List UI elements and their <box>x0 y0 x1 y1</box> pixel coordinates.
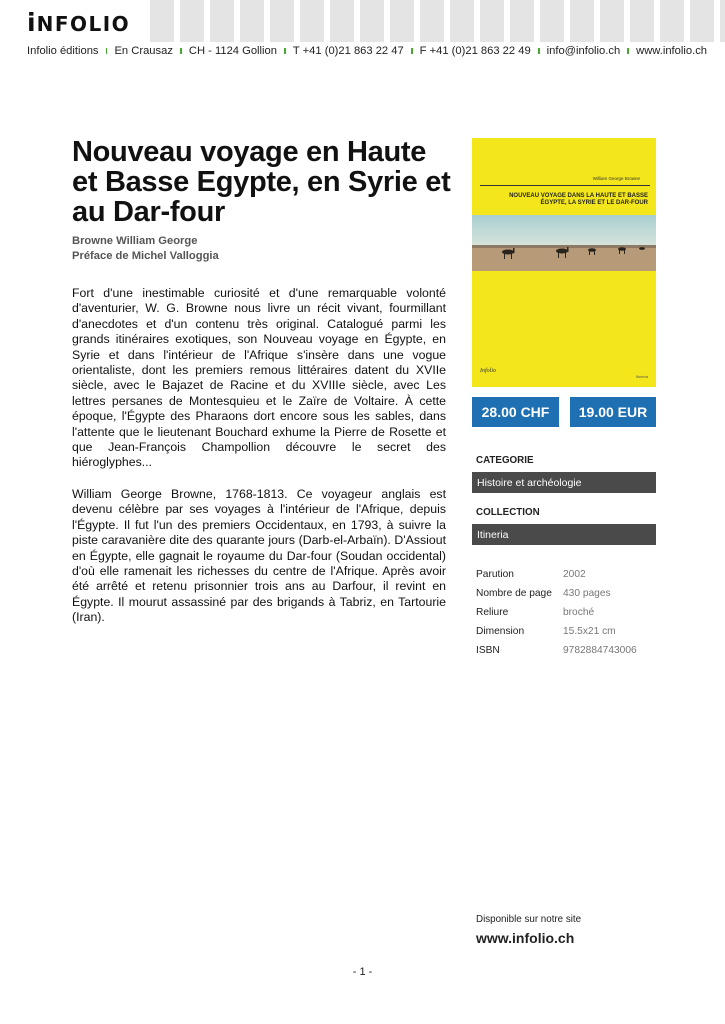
header-stripe <box>690 0 714 42</box>
bullet-square-icon <box>538 48 540 54</box>
detail-value: 430 pages <box>563 588 611 599</box>
book-author: Browne William George <box>72 235 198 247</box>
cover-author: William George Browne <box>592 176 640 181</box>
detail-row <box>476 603 656 622</box>
detail-row <box>476 641 656 660</box>
collection-value[interactable]: Itineria <box>472 524 656 545</box>
address-street: En Crausaz <box>114 45 173 57</box>
cover-title: NOUVEAU VOYAGE DANS LA HAUTE ET BASSE ÉGYPTE, LA SYRIE ET LE DAR-FOUR <box>509 193 648 206</box>
infolio-logo[interactable] <box>27 10 130 35</box>
sky <box>472 215 656 245</box>
book-title: Nouveau voyage en Haute et Basse Egypte, en Syrie et au Dar-four <box>72 136 451 228</box>
cover-publisher-logo: Infolio <box>480 368 496 374</box>
website-link[interactable]: www.infolio.ch <box>636 45 708 57</box>
logo-rest: NFOLIO <box>36 12 131 36</box>
cover-desert-photo <box>472 215 656 271</box>
fax: F +41 (0)21 863 22 49 <box>419 45 531 57</box>
publisher-name: Infolio éditions <box>27 45 99 57</box>
header-band <box>0 0 725 42</box>
collection-label: COLLECTION <box>476 507 540 518</box>
contact-bar <box>27 45 707 57</box>
header-stripe <box>360 0 384 42</box>
cover-collection: Itineria <box>635 374 648 379</box>
phone: T +41 (0)21 863 22 47 <box>292 45 404 57</box>
detail-key: Reliure <box>476 607 509 618</box>
bullet-square-icon <box>411 48 413 54</box>
header-stripe <box>210 0 234 42</box>
detail-row <box>476 584 656 603</box>
detail-value: 15.5x21 cm <box>563 626 616 637</box>
header-stripe <box>180 0 204 42</box>
detail-value: 9782884743006 <box>563 645 637 656</box>
header-stripe <box>540 0 564 42</box>
availability-note: Disponible sur notre site <box>476 914 582 925</box>
header-stripe <box>660 0 684 42</box>
categorie-value[interactable]: Histoire et archéologie <box>472 472 656 493</box>
header-stripe <box>600 0 624 42</box>
detail-key: Dimension <box>476 626 525 637</box>
detail-key: ISBN <box>476 645 500 656</box>
cover-divider <box>480 185 650 186</box>
header-stripe <box>240 0 264 42</box>
book-description <box>72 286 446 626</box>
description-paragraph: William George Browne, 1768-1813. Ce voyageur anglais est devenu célèbre par ses voyages à l'intérieur de l'Afrique, depuis l'Égypte. Il fut l'un des premiers Occidentaux, en 1793, à suivre la piste caravanière dite des quarante jours (Darb-el-Arbaïn). D'Assiout en Égypte, elle gagnait le royaume du Dar-four (Soudan occidental) d'où elle ramenait les richesses du centre de l'Afrique. Après avoir été arrêté et retenu prisonnier trois ans au Darfour, il revint en Égypte. Il mourut assassiné par des brigands à Tabriz, en Tartourie (Iran). <box>72 486 446 625</box>
bullet-square-icon <box>284 48 286 54</box>
logo-first-letter: i <box>27 8 37 37</box>
book-cover <box>472 138 656 387</box>
page-number: - 1 - <box>352 966 373 978</box>
header-stripe <box>630 0 654 42</box>
header-stripe <box>330 0 354 42</box>
detail-value: broché <box>563 607 595 618</box>
book-preface: Préface de Michel Valloggia <box>72 250 219 262</box>
header-stripe <box>570 0 594 42</box>
detail-row <box>476 622 656 641</box>
description-paragraph: Fort d'une inestimable curiosité et d'une remarquable volonté d'aventurier, W. G. Browne nous livre un récit vivant, fourmillant d'anecdotes et d'un contenu très original. Catalogué parmi les grands itinéraires exotiques, son Nouveau voyage en Égypte, en Syrie et dans l'intérieur de l'Afrique s'insère dans une vogue orientaliste, dont les premiers remous littéraires datent du XVIIe siècle, avec le Bajazet de Racine et du XVIIIe siècle, avec Les lettres persanes de Montesquieu et le Zaïre de Voltaire. À cette époque, l'Égypte des Pharaons dort encore sous les sables, dans l'attente que le lieutenant Bouchard exhume la Pierre de Rosette et que Jean-François Champollion découvre le secret des hiéroglyphes... <box>72 286 446 470</box>
email-link[interactable]: info@infolio.ch <box>546 45 621 57</box>
header-stripe <box>420 0 444 42</box>
horizon-line <box>472 245 656 248</box>
header-stripe <box>480 0 504 42</box>
book-details <box>476 565 656 660</box>
detail-key: Nombre de page <box>476 588 552 599</box>
categorie-label: CATEGORIE <box>476 455 534 466</box>
bullet-square-icon <box>180 48 182 54</box>
header-stripe <box>390 0 414 42</box>
bullet-square-icon <box>106 48 108 54</box>
header-stripe <box>150 0 174 42</box>
address-city: CH - 1124 Gollion <box>188 45 277 57</box>
header-stripe <box>720 0 725 42</box>
header-stripe <box>300 0 324 42</box>
bullet-square-icon <box>627 48 629 54</box>
header-stripe <box>450 0 474 42</box>
header-stripe <box>510 0 534 42</box>
footer-site-link[interactable]: www.infolio.ch <box>476 930 575 946</box>
detail-key: Parution <box>476 569 514 580</box>
price-eur: 19.00 EUR <box>570 397 656 427</box>
detail-value: 2002 <box>563 569 586 580</box>
header-stripe <box>270 0 294 42</box>
book-credits <box>72 234 219 264</box>
price-chf: 28.00 CHF <box>472 397 559 427</box>
detail-row <box>476 565 656 584</box>
